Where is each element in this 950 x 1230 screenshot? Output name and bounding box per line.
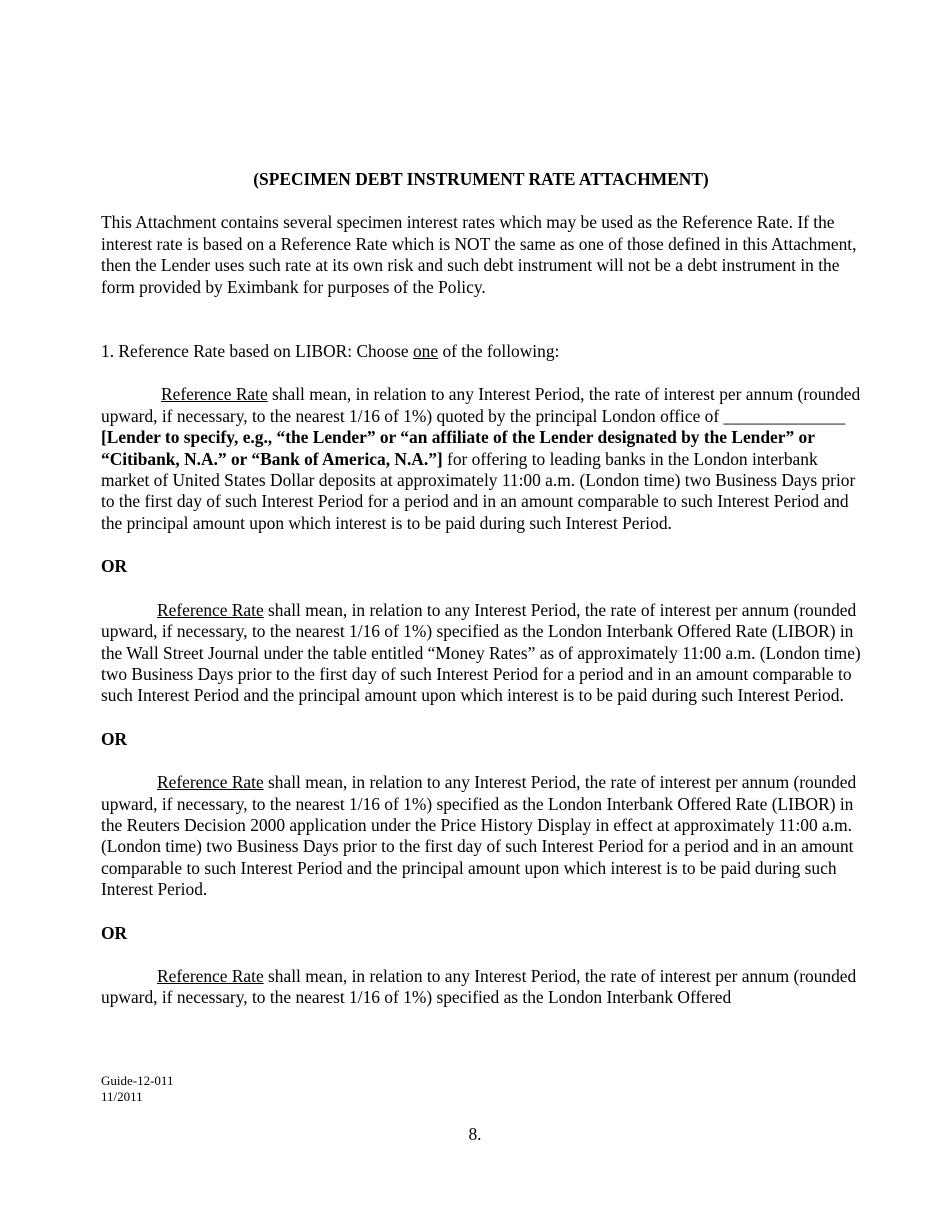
document-body xyxy=(101,169,861,1031)
reference-rate-option-2 xyxy=(101,600,861,707)
or-separator: OR xyxy=(101,922,128,943)
intro-paragraph: This Attachment contains several specimen interest rates which may be used as the Reference Rate. If the interest rate is based on a Reference Rate which is NOT the same as one of those defined in this Attachment, then the Lender uses such rate at its own risk and such debt instrument will not be a debt instrument in the form provided by Eximbank for purposes of the Policy. xyxy=(101,212,857,297)
footer-meta xyxy=(101,1073,173,1104)
guide-id: Guide-12-011 xyxy=(101,1073,174,1088)
section-1-prefix: 1. Reference Rate based on LIBOR: Choose xyxy=(101,341,413,362)
option-3-text: shall mean, in relation to any Interest Period, the rate of interest per annum (rounded upward, if necessary, to the nearest 1/16 of 1%) specified as the London Interbank Offered Rate (LIBOR) in the Reuters Decision 2000 application under the Price History Display in effect at approximately 11:00 a.m. (London time) two Business Days prior to the first day of such Interest Period for a period and in an amount comparable to such Interest Period and the principal amount upon which interest is to be paid during such Interest Period. xyxy=(101,772,857,900)
option-1-text: shall mean, in relation to any Interest Period, the rate of interest per annum (rounded upward, if necessary, to the nearest 1/16 of 1%) quoted by the principal London office of xyxy=(101,384,861,426)
section-1-heading xyxy=(101,341,861,362)
or-separator: OR xyxy=(101,728,128,749)
reference-rate-option-4 xyxy=(101,966,861,1009)
reference-rate-option-1 xyxy=(101,384,861,534)
lender-blank: ______________ xyxy=(723,405,846,426)
section-1-emphasis: one xyxy=(412,341,439,362)
lender-instruction: [Lender to specify, e.g., “the Lender” or “an affiliate of the Lender designated by the Lender” or “Citibank, N.A.” or “Bank of America, N.A.”] xyxy=(101,427,815,469)
option-4-text: shall mean, in relation to any Interest Period, the rate of interest per annum (rounded upward, if necessary, to the nearest 1/16 of 1%) specified as the London Interbank Offered xyxy=(101,965,857,1008)
option-1-text-continued: for offering to leading banks in the London interbank market of United States Dollar deposits at approximately 11:00 a.m. (London time) two Business Days prior to the first day of such Interest Period for a period and in an amount comparable to such Interest Period and the principal amount upon which interest is to be paid during such Interest Period. xyxy=(101,448,856,533)
page-number: 8. xyxy=(468,1124,482,1144)
or-separator: OR xyxy=(101,556,128,577)
reference-rate-option-3 xyxy=(101,772,861,900)
guide-date: 11/2011 xyxy=(101,1088,143,1104)
document-title: (SPECIMEN DEBT INSTRUMENT RATE ATTACHMENT) xyxy=(253,169,709,189)
section-1-suffix: of the following: xyxy=(438,341,560,362)
defined-term: Reference Rate xyxy=(157,965,264,986)
defined-term: Reference Rate xyxy=(157,599,264,620)
option-2-text: shall mean, in relation to any Interest Period, the rate of interest per annum (rounded upward, if necessary, to the nearest 1/16 of 1%) specified as the London Interbank Offered Rate (LIBOR) in the Wall Street Journal under the table entitled “Money Rates” as of approximately 11:00 a.m. (London time) two Business Days prior to the first day of such Interest Period for a period and in an amount comparable to such Interest Period and the principal amount upon which interest is to be paid during such Interest Period. xyxy=(101,599,861,706)
defined-term: Reference Rate xyxy=(161,384,268,405)
defined-term: Reference Rate xyxy=(157,772,264,793)
